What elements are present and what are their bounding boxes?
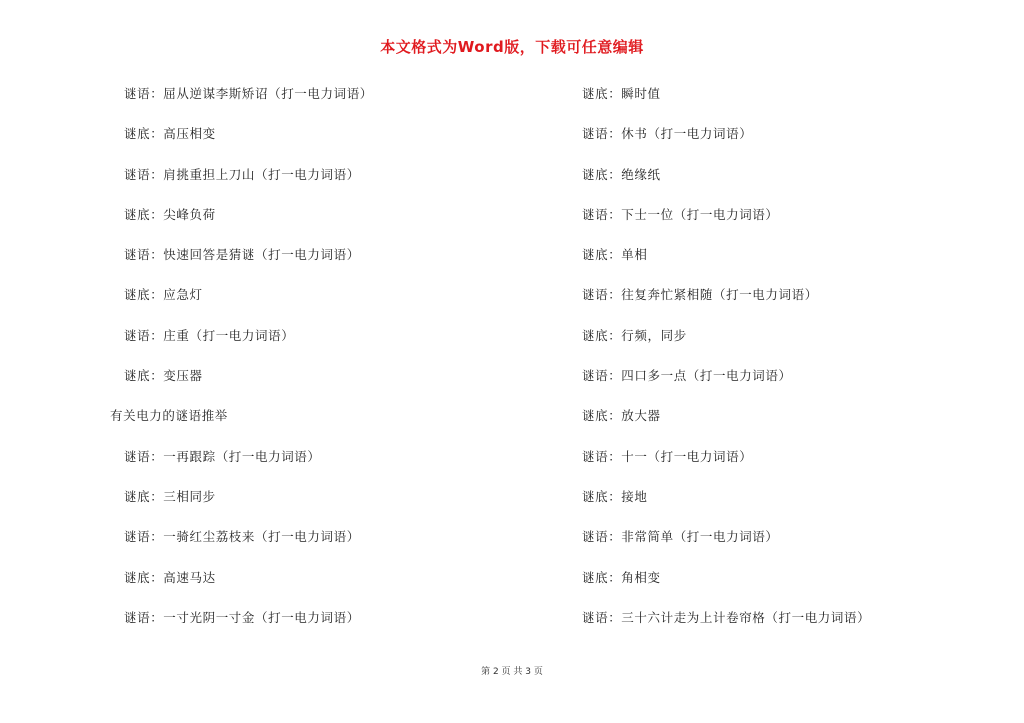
answer-line: 谜底：三相同步 — [124, 488, 216, 504]
answer-line: 谜底：尖峰负荷 — [124, 206, 216, 222]
riddle-line: 谜语：三十六计走为上计卷帘格（打一电力词语） — [582, 609, 871, 625]
answer-line: 谜底：行频，同步 — [582, 327, 687, 343]
riddle-line: 谜语：十一（打一电力词语） — [582, 448, 753, 464]
riddle-line: 谜语：四口多一点（打一电力词语） — [582, 368, 792, 384]
riddle-line: 谜语：非常简单（打一电力词语） — [582, 529, 779, 545]
answer-line: 谜底：应急灯 — [124, 287, 203, 303]
answer-line: 谜底：变压器 — [124, 368, 203, 384]
riddle-line: 谜语：往复奔忙紧相随（打一电力词语） — [582, 287, 818, 303]
riddle-line: 谜语：屈从逆谋李斯矫诏（打一电力词语） — [124, 86, 373, 101]
answer-line: 谜底：角相变 — [582, 569, 661, 585]
riddle-line: 谜语：肩挑重担上刀山（打一电力词语） — [124, 166, 360, 182]
answer-line: 谜底：绝缘纸 — [582, 166, 661, 182]
answer-line: 谜底：接地 — [582, 488, 648, 504]
page-number: 第 2 页 共 3 页 — [481, 667, 543, 677]
answer-line: 谜底：放大器 — [582, 408, 661, 424]
riddle-line: 谜语：一骑红尘荔枝来（打一电力词语） — [124, 529, 360, 545]
answer-line: 谜底：单相 — [582, 247, 648, 263]
riddle-line: 谜语：庄重（打一电力词语） — [124, 327, 295, 343]
answer-line: 谜底：高速马达 — [124, 569, 216, 585]
riddle-line: 谜语：快速回答是猜谜（打一电力词语） — [124, 247, 360, 263]
section-heading: 有关电力的谜语推举 — [110, 408, 228, 424]
answer-line: 谜底：瞬时值 — [582, 86, 661, 101]
answer-line: 谜底：高压相变 — [124, 126, 216, 142]
riddle-line: 谜语：休书（打一电力词语） — [582, 126, 753, 142]
riddle-line: 谜语：下士一位（打一电力词语） — [582, 206, 779, 222]
document-banner: 本文格式为Word版，下载可任意编辑 — [380, 38, 644, 56]
riddle-line: 谜语：一再跟踪（打一电力词语） — [124, 448, 321, 464]
left-column — [110, 84, 540, 648]
right-column — [568, 84, 998, 648]
riddle-line: 谜语：一寸光阴一寸金（打一电力词语） — [124, 609, 360, 625]
